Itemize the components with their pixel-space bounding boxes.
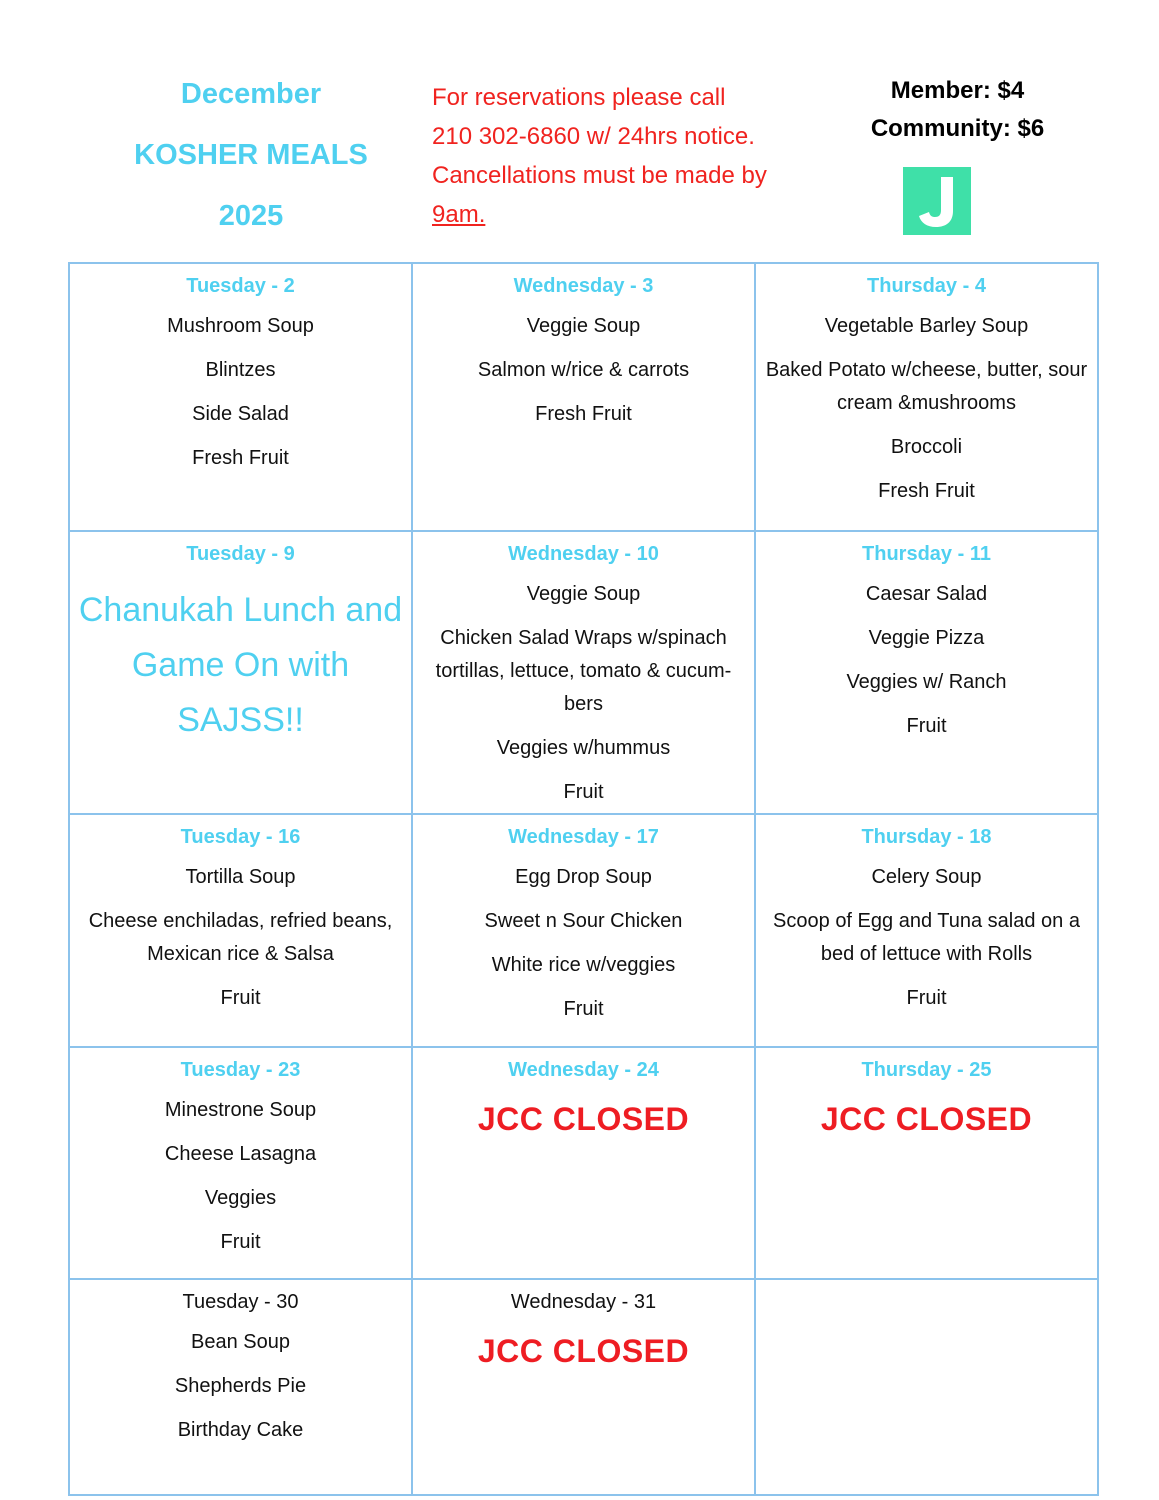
calendar-week-row	[69, 1047, 1098, 1279]
menu-item: Baked Potato w/cheese, butter, sour cream &mushrooms	[765, 359, 1088, 414]
day-cell	[412, 531, 755, 814]
menu-item: Bean Soup	[191, 1331, 290, 1353]
menu-item: Vegetable Barley Soup	[824, 315, 1029, 337]
menu-item: Fruit	[563, 781, 604, 803]
page-title-kosher-meals: KOSHER MEALS	[134, 139, 368, 171]
day-heading: Thursday - 18	[861, 826, 992, 848]
menu-item: Veggies w/hummus	[496, 737, 671, 759]
menu-item: White rice w/veggies	[491, 954, 676, 976]
calendar-week-row	[69, 531, 1098, 814]
meal-calendar	[68, 262, 1099, 1496]
menu-item: Blintzes	[205, 359, 276, 381]
day-heading: Thursday - 4	[867, 275, 986, 297]
menu-item: Minestrone Soup	[164, 1099, 317, 1121]
day-heading: Wednesday - 10	[508, 543, 659, 565]
menu-item: Veggies	[204, 1187, 277, 1209]
day-heading: Wednesday - 24	[508, 1059, 659, 1081]
community-price: Community: $6	[870, 115, 1045, 142]
day-cell	[412, 263, 755, 531]
day-cell	[69, 1047, 412, 1279]
closed-notice: JCC CLOSED	[477, 1101, 690, 1137]
menu-item: Cheese Lasagna	[164, 1143, 317, 1165]
cancellation-deadline: 9am.	[432, 201, 486, 228]
menu-item: Salmon w/rice & carrots	[477, 359, 690, 381]
day-heading: Tuesday - 2	[186, 275, 295, 297]
menu-item: Fruit	[906, 987, 947, 1009]
day-heading: Thursday - 25	[861, 1059, 992, 1081]
calendar-week-row	[69, 263, 1098, 531]
reservation-notice	[432, 78, 772, 234]
menu-item: Side Salad	[192, 403, 289, 425]
menu-item: Veggies w/ Ranch	[846, 671, 1007, 693]
menu-item: Caesar Salad	[865, 583, 988, 605]
menu-item: Broccoli	[890, 436, 963, 458]
day-cell	[412, 814, 755, 1047]
calendar-week-row	[69, 814, 1098, 1047]
day-cell	[755, 814, 1098, 1047]
closed-notice: JCC CLOSED	[820, 1101, 1033, 1137]
menu-item: Veggie Pizza	[868, 627, 985, 649]
day-cell	[69, 1279, 412, 1495]
page-title-year: 2025	[218, 200, 284, 232]
menu-item: Celery Soup	[871, 866, 982, 888]
menu-item: Chicken Salad Wraps w/spinach tortillas, lettuce, tomato & cucum- bers	[435, 627, 732, 715]
menu-item: Veggie Soup	[526, 315, 641, 337]
menu-item: Tortilla Soup	[185, 866, 296, 888]
menu-item: Fresh Fruit	[878, 480, 975, 502]
menu-item: Cheese enchiladas, refried beans, Mexican rice & Salsa	[88, 910, 393, 965]
page-title-month: December	[180, 78, 322, 110]
menu-item: Fresh Fruit	[192, 447, 289, 469]
special-event: Chanukah Lunch and Game On with SAJSS!!	[78, 591, 403, 739]
day-cell	[755, 263, 1098, 531]
day-cell	[69, 263, 412, 531]
menu-item: Mushroom Soup	[167, 315, 314, 337]
menu-item: Shepherds Pie	[174, 1375, 307, 1397]
menu-item: Fruit	[563, 998, 604, 1020]
day-heading: Tuesday - 30	[182, 1291, 299, 1313]
j-logo-icon	[903, 167, 971, 235]
member-price: Member: $4	[890, 77, 1025, 104]
menu-item: Veggie Soup	[526, 583, 641, 605]
day-heading: Wednesday - 31	[510, 1291, 657, 1313]
day-cell	[69, 531, 412, 814]
menu-item: Fresh Fruit	[535, 403, 632, 425]
menu-item: Egg Drop Soup	[515, 866, 652, 888]
menu-item: Fruit	[220, 1231, 261, 1253]
menu-item: Fruit	[906, 715, 947, 737]
menu-item: Sweet n Sour Chicken	[484, 910, 683, 932]
calendar-week-row	[69, 1279, 1098, 1495]
day-cell	[755, 1047, 1098, 1279]
day-heading: Wednesday - 17	[508, 826, 659, 848]
day-cell	[412, 1047, 755, 1279]
day-heading: Wednesday - 3	[513, 275, 654, 297]
day-heading: Thursday - 11	[862, 543, 991, 565]
day-cell	[755, 531, 1098, 814]
day-heading: Tuesday - 16	[180, 826, 301, 848]
menu-item: Birthday Cake	[177, 1419, 304, 1441]
closed-notice: JCC CLOSED	[477, 1333, 690, 1369]
day-cell	[755, 1279, 1098, 1495]
reservation-notice-text: For reservations please call 210 302-6860 w/ 24hrs notice. Cancellations must be made by	[432, 84, 767, 189]
menu-item: Fruit	[220, 987, 261, 1009]
day-heading: Tuesday - 9	[186, 543, 295, 565]
day-heading: Tuesday - 23	[180, 1059, 301, 1081]
jcc-logo	[903, 167, 971, 235]
day-cell	[412, 1279, 755, 1495]
day-cell	[69, 814, 412, 1047]
menu-item: Scoop of Egg and Tuna salad on a bed of lettuce with Rolls	[773, 910, 1080, 965]
